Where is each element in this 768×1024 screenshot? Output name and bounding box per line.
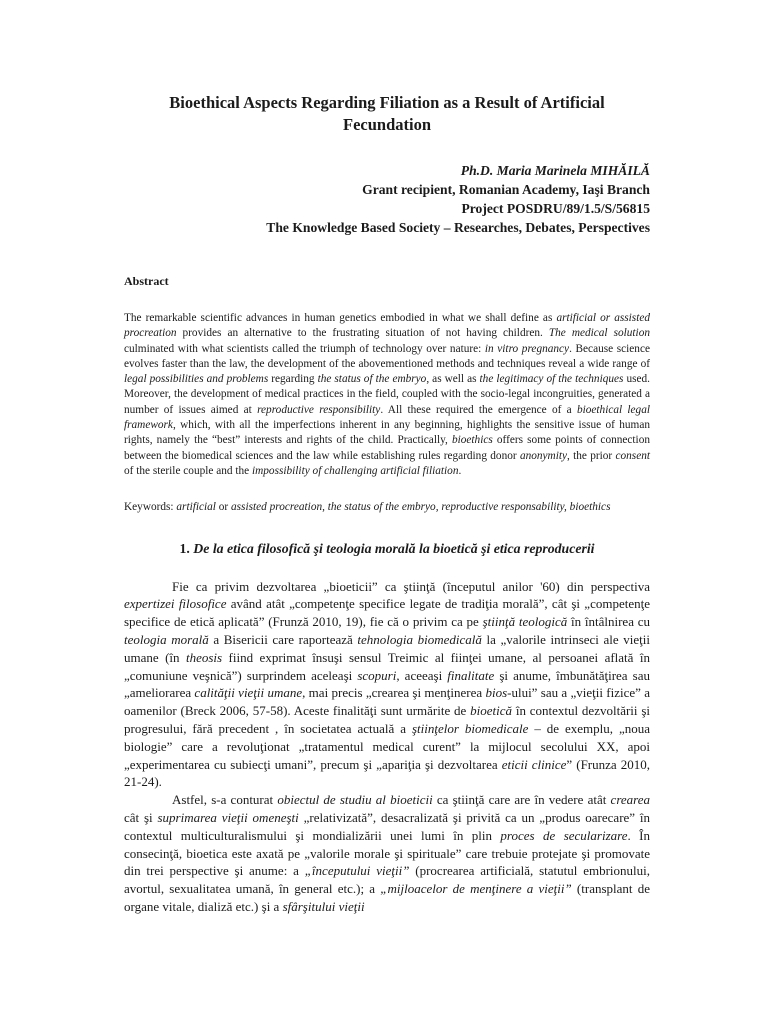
italic-text-run: „mijloacelor de menţinere a vieţii” [380, 881, 572, 897]
section-heading [124, 540, 650, 558]
italic-text-run: bioethics [451, 434, 493, 447]
text-run: Astfel, s-a conturat [172, 792, 278, 808]
italic-text-run: eticii clinice [501, 756, 567, 772]
italic-text-run: theosis [185, 649, 223, 665]
text-run: . Because science evolves faster than the law, the development of the abovementioned methods and techniques reveal a wide range of [124, 342, 650, 370]
italic-text-run: reproductive responsibility [257, 403, 381, 416]
text-run: (procrearea artificială, statutul embrionului, avortul, sexualitatea umană, în general etc.); a [124, 863, 650, 897]
text-run: regarding [268, 373, 318, 386]
text-run: -ului” sau a „vieţii fizice” a oamenilor (Breck 2006, 57-58). Aceste finalităţi sunt urmărite de [124, 685, 650, 719]
text-run: (transplant de organe vitale, dializă etc.) şi a [124, 881, 650, 914]
text-run: The remarkable scientific advances in human genetics embodied in what we shall define as [124, 312, 557, 324]
italic-text-run: assisted procreation, the status of the embryo, reproductive responsability, bioethics [231, 501, 611, 514]
text-run: , aceeaşi [396, 667, 448, 683]
abstract-heading: Abstract [124, 274, 169, 288]
italic-text-run: finalitate [447, 667, 495, 683]
text-run: provides an alternative to the frustrating situation of not having children. [176, 327, 549, 340]
paper-title: Bioethical Aspects Regarding Filiation as a Result of Artificial Fecundation [169, 93, 605, 134]
text-run: of the sterile couple and the [124, 464, 252, 477]
author-affiliation-grant: Grant recipient, Romanian Academy, Iaşi Branch [362, 182, 650, 197]
italic-text-run: scopuri [357, 667, 397, 683]
section-number: 1. [179, 540, 190, 556]
text-run: Keywords: [124, 501, 177, 514]
text-run: cât şi [124, 809, 158, 825]
text-run: , as well as [426, 373, 480, 386]
italic-text-run: „începutului vieţii” [304, 863, 410, 879]
abstract-text [124, 311, 650, 479]
italic-text-run: artificial [176, 501, 216, 514]
text-run: culminated with what scientists called the triumph of technology over nature: [124, 342, 485, 355]
text-run: şi anume, îmbunătăţirea sau „ameliorarea [124, 667, 650, 701]
italic-text-run: bioethical legal framework [124, 403, 650, 432]
italic-text-run: anonymity [519, 449, 567, 462]
italic-text-run: the status of the embryo [317, 373, 427, 386]
text-run: fiind exprimat însuşi sensul Treimic al fiinţei umane, al persoanei aflată în „comuniune veşnică”) surprindem aceleaşi [124, 649, 650, 683]
author-name: Ph.D. Maria Marinela MIHĂILĂ [460, 163, 650, 178]
text-run: ca ştiinţă care are în vedere atât [432, 792, 611, 808]
text-run: – de exemplu, „noua biologie” care a revoluţionat „tratamentul medical curent” la mijlocul secolului XX, apoi „experimentarea cu subiecţi umani”, precum şi „apariţia şi dezvoltarea [124, 720, 650, 772]
text-run: . [458, 464, 462, 477]
italic-text-run: the legitimacy of the techniques [479, 373, 624, 386]
italic-text-run: bios [485, 685, 508, 701]
text-run: Fie ca privim dezvoltarea „bioeticii” ca ştiinţă (începutul anilor '60) din perspectiva [172, 578, 650, 594]
italic-text-run: expertizei filosofice [124, 596, 227, 612]
body-paragraph-1 [124, 578, 650, 792]
text-run: . All these required the emergence of a [380, 403, 577, 416]
keywords-text [124, 500, 650, 515]
italic-text-run: The medical solution [548, 327, 650, 340]
text-run: la „valorile intrinseci ale vieţii umane (în [124, 631, 651, 665]
italic-text-run: proces de secularizare [500, 827, 628, 843]
text-run: , which, with all the imperfections inherent in any beginning, highlights the sensitive issue of human rights, namely the “best” interests and rights of the child. Practically, [124, 419, 650, 447]
italic-text-run: calităţii vieţii umane [194, 685, 303, 701]
italic-text-run: obiectul de studiu al bioeticii [277, 792, 433, 808]
italic-text-run: in vitro pregnancy [484, 342, 570, 355]
text-run: a Bisericii care raportează [208, 631, 358, 647]
text-run: , the prior [567, 449, 616, 462]
italic-text-run: bioetică [470, 703, 513, 719]
text-run: „relativizată”, desacralizată şi privită ca un „produs oarecare” în contextul multiculturalismului şi mondializării unei lumi în plin [124, 809, 650, 843]
text-run: în întâlnirea cu [567, 614, 651, 630]
text-run: în contextul dezvoltării şi progresului, fără precedent , în societatea actuală a [124, 703, 650, 736]
italic-text-run: impossibility of challenging artificial filiation [251, 464, 459, 477]
italic-text-run: crearea [610, 792, 651, 808]
text-run: ” (Frunza 2010, 21-24). [124, 756, 650, 790]
italic-text-run: teologia morală [124, 631, 209, 647]
italic-text-run: ştiinţelor biomedicale [411, 720, 529, 736]
text-run: , mai precis „crearea şi menţinerea [302, 685, 486, 701]
text-run: offers some points of connection between the biomedical sciences and the law while establishing rules regarding donor [124, 434, 650, 462]
italic-text-run: ştiinţă teologică [482, 614, 568, 630]
section-title: De la etica filosofică şi teologia morală la bioetică şi etica reproducerii [193, 540, 595, 556]
author-block [124, 161, 650, 237]
italic-text-run: tehnologia biomedicală [357, 631, 482, 647]
italic-text-run: suprimarea vieţii omeneşti [157, 809, 299, 825]
italic-text-run: sfârşitului vieţii [282, 898, 365, 914]
text-run: or [215, 501, 232, 514]
text-run: used. Moreover, the development of medical practices in the field, coupled with the socio-legal incongruities, generated a number of issues aimed at [124, 373, 650, 416]
italic-text-run: legal possibilities and problems [124, 373, 269, 386]
text-run: având atât „competenţe specifice legate de tradiţia morală”, cât şi „competenţe specifice de etică aplicată” (Frunză 2010, 19), fie că o privim ca pe [124, 596, 650, 630]
author-affiliation-series: The Knowledge Based Society – Researches, Debates, Perspectives [266, 220, 650, 235]
italic-text-run: consent [615, 449, 650, 462]
body-paragraph-2 [124, 791, 650, 916]
text-run: . În consecinţă, bioetica este axată pe „valorile morale şi spirituale” care trebuie protejate şi promovate din trei perspective şi anume: a [124, 827, 650, 879]
author-affiliation-project: Project POSDRU/89/1.5/S/56815 [461, 201, 650, 216]
italic-text-run: artificial or assisted procreation [124, 312, 650, 340]
